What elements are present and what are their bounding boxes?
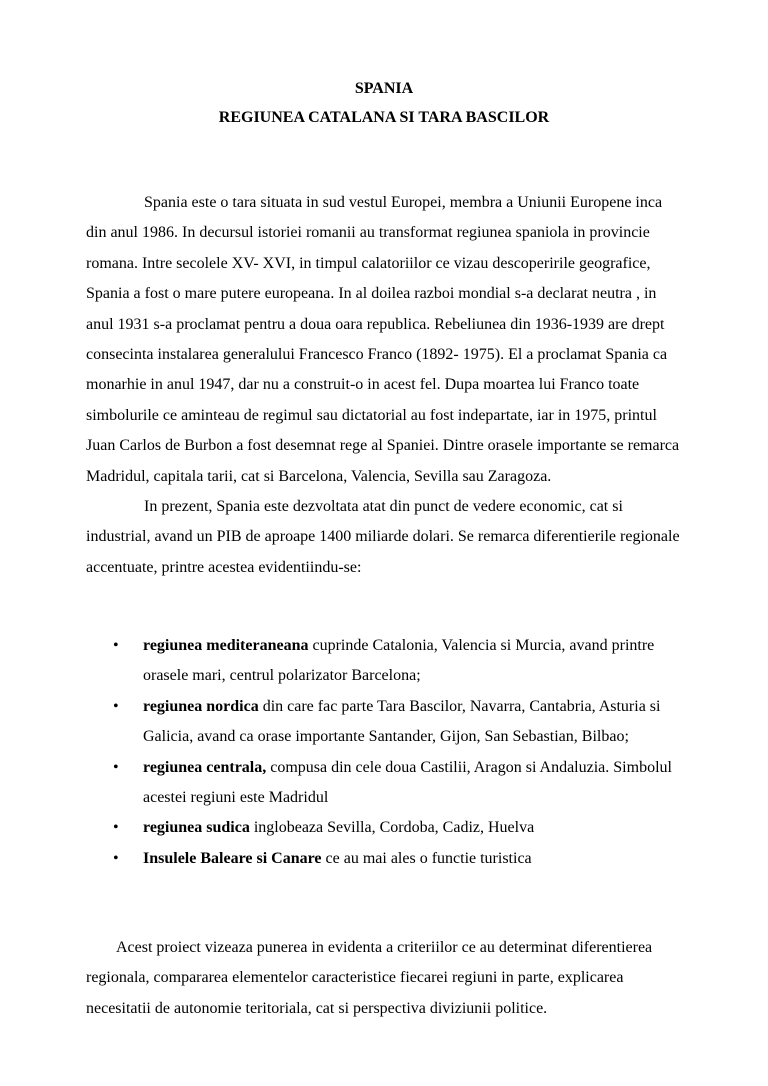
list-item-bold: regiunea mediteraneana: [143, 637, 309, 654]
list-item-bold: regiunea nordica: [143, 697, 259, 715]
paragraph-economy: In prezent, Spania este dezvoltata atat din punct de vedere economic, cat si industrial, avand un PIB de aproape 1400 miliarde dolari. Se remarca diferentierile regionale accentuate, printre acestea evidentiindu-se:: [86, 498, 680, 576]
list-item: [86, 692, 682, 753]
list-item-bold: regiunea centrala,: [143, 758, 267, 776]
list-item: [86, 631, 682, 692]
list-item-text: ce au mai ales o functie turistica: [321, 849, 532, 867]
list-item: [86, 813, 682, 843]
body-text: [86, 188, 682, 583]
document-title: SPANIA: [354, 80, 414, 97]
list-item-text: din care fac parte Tara Bascilor, Navarra, Cantabria, Asturia si Galicia, avand ca orase importante Santander, Gijon, San Sebastian, Bilbao;: [143, 697, 661, 746]
paragraph-closing: Acest proiect vizeaza punerea in evidenta a criteriilor ce au determinat diferentierea regionala, compararea elementelor caracteristice fiecarei regiuni in parte, explicarea necesitatii de autonomie teritoriala, cat si perspectiva diviziunii politice.: [86, 939, 653, 1017]
bullet-icon: •: [113, 819, 119, 837]
paragraph-intro: Spania este o tara situata in sud vestul Europei, membra a Uniunii Europene inca din anul 1986. In decursul istoriei romanii au transformat regiunea spaniola in provincie romana. Intre secolele XV- XVI, in timpul calatoriilor ce vizau descoperirile geografice, Spania a fost o mare putere europeana. In al doilea razboi mondial s-a declarat neutra , in anul 1931 s-a proclamat pentru a doua oara republica. Rebeliunea din 1936-1939 are drept consecinta instalarea generalului Francesco Franco (1892- 1975). El a proclamat Spania ca monarhie in anul 1947, dar nu a construit-o in acest fel. Dupa moartea lui Franco toate simbolurile ce aminteau de regimul sau dictatorial au fost indepartate, iar in 1975, printul Juan Carlos de Burbon a fost desemnat rege al Spaniei. Dintre orasele importante se remarca Madridul, capitala tarii, cat si Barcelona, Valencia, Sevilla sau Zaragoza.: [86, 194, 680, 485]
list-item-bold: regiunea sudica: [143, 819, 250, 837]
list-item-text: cuprinde Catalonia, Valencia si Murcia, avand printre orasele mari, centrul polarizator Barcelona;: [143, 637, 655, 685]
regions-list: [86, 631, 682, 874]
bullet-icon: •: [113, 637, 119, 654]
title-block: [0, 74, 768, 132]
bullet-icon: •: [113, 697, 119, 715]
list-item-text: compusa din cele doua Castilii, Aragon si Andaluzia. Simbolul acestei regiuni este Madridul: [143, 758, 672, 807]
bullet-icon: •: [113, 849, 119, 867]
list-item: [86, 844, 682, 874]
list-item: [86, 753, 682, 814]
list-item-text: inglobeaza Sevilla, Cordoba, Cadiz, Huelva: [249, 819, 535, 837]
document-subtitle: REGIUNEA CATALANA SI TARA BASCILOR: [218, 109, 550, 126]
bullet-icon: •: [113, 758, 119, 776]
list-item-bold: Insulele Baleare si Canare: [143, 849, 322, 867]
